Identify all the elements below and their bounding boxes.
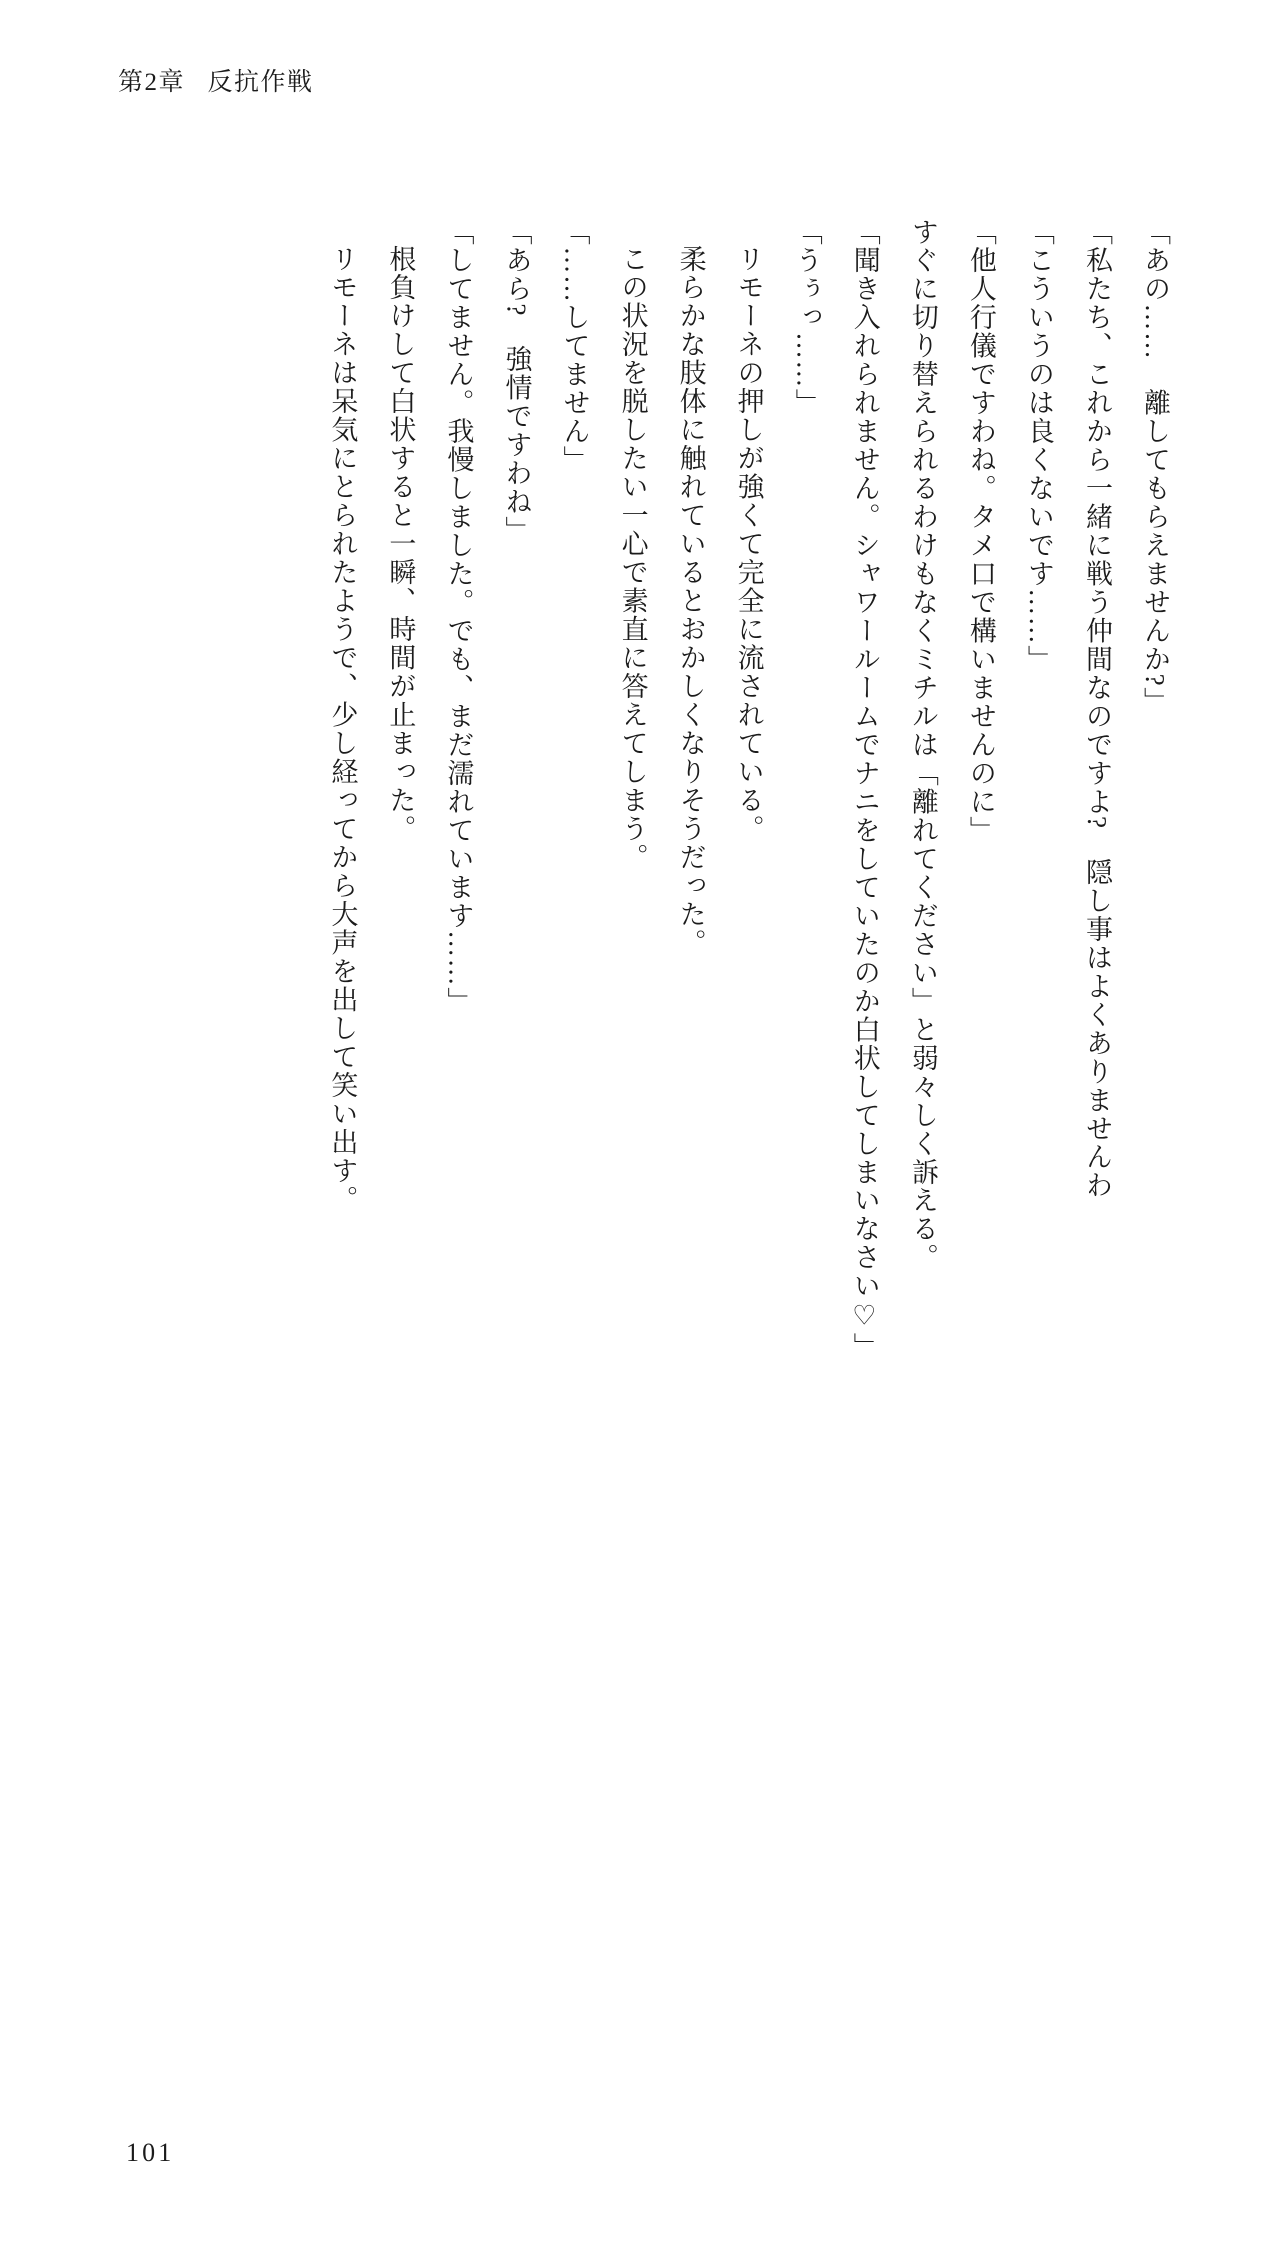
paragraph: 「うぅっ……」: [791, 218, 822, 418]
body-text: [184, 218, 1184, 1668]
paragraph: 「他人行儀ですわね。タメ口で構いませんのに」: [965, 218, 996, 845]
paragraph: 「あの…… 離してもらえませんか?」: [1140, 218, 1170, 716]
paragraph: 「聞き入れられません。シャワールームでナニをしていたのか白状してしまいなさい♡」: [849, 218, 880, 1362]
paragraph: この状況を脱したい一心で素直に答えてしまう。: [617, 245, 648, 872]
paragraph: 「してません。我慢しました。でも、まだ濡れています……」: [443, 218, 474, 1016]
paragraph: リモーネは呆気にとられたようで、少し経ってから大声を出して笑い出す。: [327, 245, 358, 1214]
page-number: 101: [126, 2138, 175, 2167]
paragraph: 「私たち、これから一緒に戦う仲間なのですよ? 隠し事はよくありませんわ: [1081, 218, 1112, 1200]
chapter-number: 第2章: [118, 69, 186, 96]
chapter-title: 反抗作戦: [207, 69, 314, 96]
paragraph: 「あら? 強情ですわね」: [501, 218, 532, 545]
paragraph: 根負けして白状すると一瞬、時間が止まった。: [385, 245, 416, 844]
paragraph: リモーネの押しが強くて完全に流されている。: [733, 245, 764, 844]
paragraph: 「……してません」: [559, 218, 590, 475]
running-header: [118, 62, 314, 98]
paragraph: 「こういうのは良くないです……」: [1023, 218, 1054, 674]
paragraph: すぐに切り替えられるわけもなくミチルは「離れてください」と弱々しく訴える。: [907, 218, 938, 1272]
paragraph: 柔らかな肢体に触れているとおかしくなりそうだった。: [675, 245, 706, 958]
